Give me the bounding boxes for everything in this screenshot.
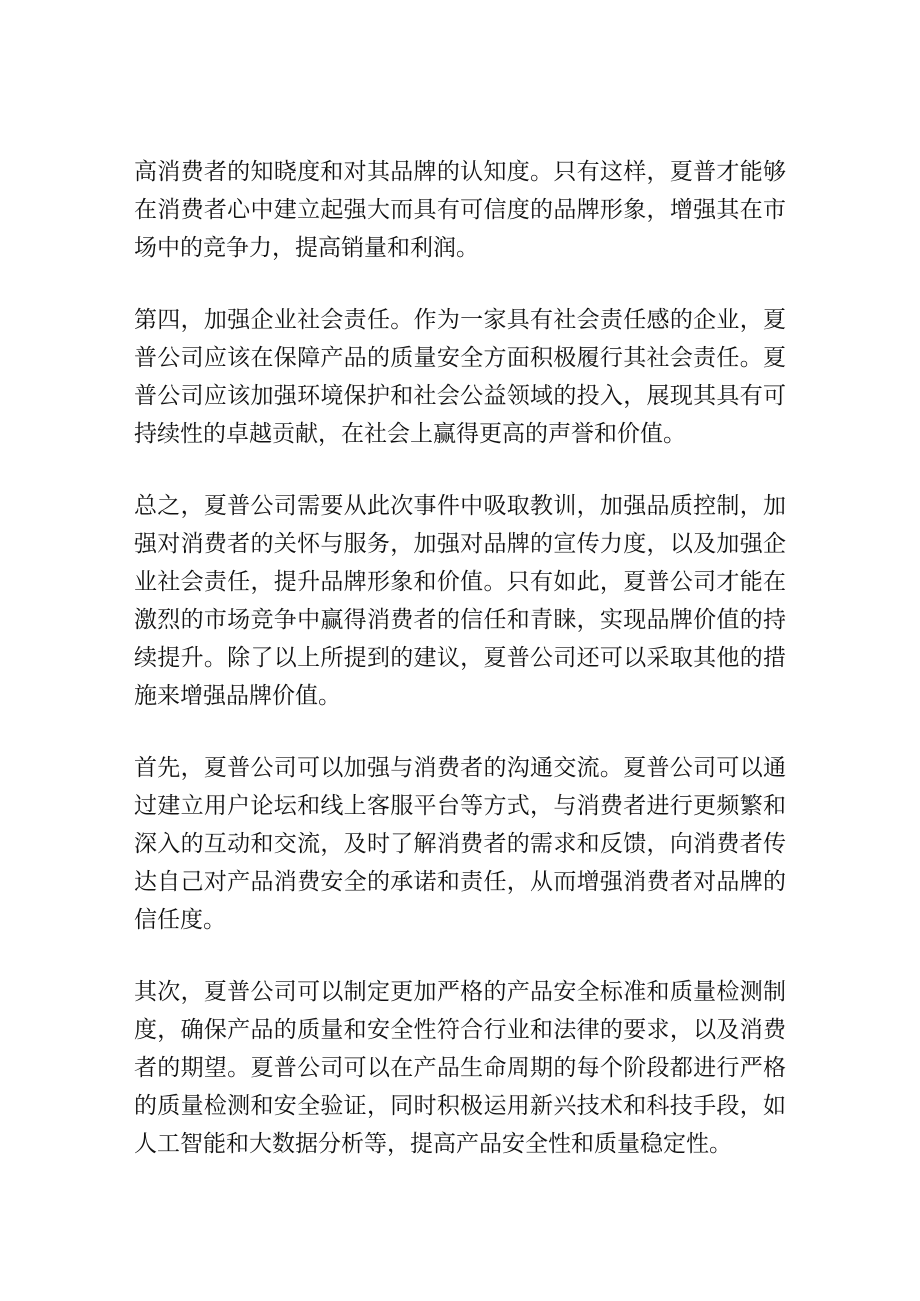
- text-line: 其次，夏普公司可以制定更加严格的产品安全标准和质量检测制: [134, 979, 786, 1005]
- paragraph-brand-awareness: [134, 153, 786, 267]
- text-line: 度，确保产品的质量和安全性符合行业和法律的要求，以及消费: [134, 1017, 786, 1043]
- text-line: 业社会责任，提升品牌形象和价值。只有如此，夏普公司才能在: [134, 569, 786, 595]
- text-line: 第四，加强企业社会责任。作为一家具有社会责任感的企业，夏: [134, 307, 786, 333]
- text-line: 续提升。除了以上所提到的建议，夏普公司还可以采取其他的措: [134, 645, 786, 671]
- paragraph-social-responsibility: [134, 301, 786, 453]
- paragraph-summary: [134, 487, 786, 715]
- text-line: 激烈的市场竞争中赢得消费者的信任和青睐，实现品牌价值的持: [134, 607, 786, 633]
- text-line: 场中的竞争力，提高销量和利润。: [134, 235, 479, 261]
- document-body: [134, 153, 786, 1197]
- text-line: 首先，夏普公司可以加强与消费者的沟通交流。夏普公司可以通: [134, 755, 786, 781]
- text-line: 深入的互动和交流，及时了解消费者的需求和反馈，向消费者传: [134, 831, 786, 857]
- text-line: 者的期望。夏普公司可以在产品生命周期的每个阶段都进行严格: [134, 1055, 786, 1081]
- text-line: 总之，夏普公司需要从此次事件中吸取教训，加强品质控制，加: [134, 493, 786, 519]
- text-line: 普公司应该加强环境保护和社会公益领域的投入，展现其具有可: [134, 383, 786, 409]
- text-line: 信任度。: [134, 907, 226, 933]
- text-line: 在消费者心中建立起强大而具有可信度的品牌形象，增强其在市: [134, 197, 786, 223]
- text-line: 普公司应该在保障产品的质量安全方面积极履行其社会责任。夏: [134, 345, 786, 371]
- text-line: 持续性的卓越贡献，在社会上赢得更高的声誉和价值。: [134, 421, 686, 447]
- text-line: 的质量检测和安全验证，同时积极运用新兴技术和科技手段，如: [134, 1093, 786, 1119]
- text-line: 人工智能和大数据分析等，提高产品安全性和质量稳定性。: [134, 1131, 732, 1157]
- text-line: 强对消费者的关怀与服务，加强对品牌的宣传力度，以及加强企: [134, 531, 786, 557]
- text-line: 高消费者的知晓度和对其品牌的认知度。只有这样，夏普才能够: [134, 159, 786, 185]
- text-line: 达自己对产品消费安全的承诺和责任，从而增强消费者对品牌的: [134, 869, 786, 895]
- text-line: 施来增强品牌价值。: [134, 683, 341, 709]
- paragraph-communication: [134, 749, 786, 939]
- paragraph-quality-standards: [134, 973, 786, 1163]
- text-line: 过建立用户论坛和线上客服平台等方式，与消费者进行更频繁和: [134, 793, 786, 819]
